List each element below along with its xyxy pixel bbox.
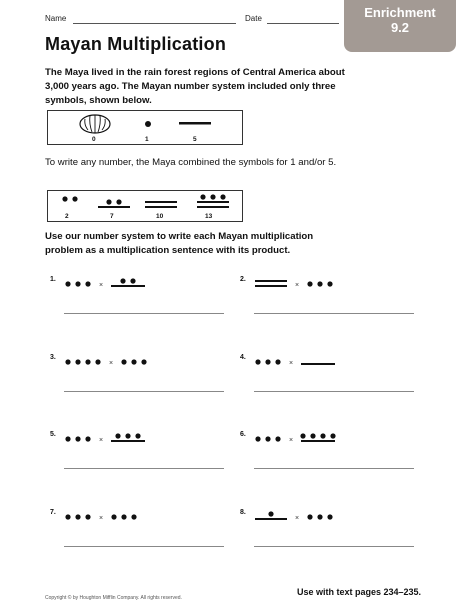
answer-line[interactable]: [254, 546, 414, 547]
problem-item: [240, 430, 415, 490]
problem-glyphs: [240, 430, 410, 450]
page-title: Mayan Multiplication: [45, 34, 227, 54]
example-numeral: [98, 199, 130, 208]
numeral-factor-b: [307, 514, 332, 519]
dot-icon: [95, 359, 100, 364]
problem-glyphs: [240, 353, 410, 373]
symbol-label-zero: 0: [92, 136, 96, 143]
problem-item: [240, 275, 415, 335]
dot-icon: [131, 359, 136, 364]
answer-line[interactable]: [64, 468, 224, 469]
dot-icon: [125, 433, 130, 438]
dot-icon: [327, 514, 332, 519]
numeral-factor-b: [300, 433, 335, 442]
problem-number: 7.: [50, 509, 56, 516]
dot-icon: [62, 196, 67, 201]
bar-icon: [111, 440, 145, 442]
numeral-factor-b: [111, 514, 136, 519]
example-numeral: [62, 196, 77, 201]
answer-line[interactable]: [64, 546, 224, 547]
dot-icon: [106, 199, 111, 204]
bar-icon: [197, 201, 229, 203]
example-numeral: [197, 194, 229, 208]
bar-icon: [98, 206, 130, 208]
dot-icon: [265, 359, 270, 364]
dot-icon: [120, 278, 125, 283]
dot-icon: [310, 433, 315, 438]
times-sign: ×: [99, 515, 104, 522]
answer-line[interactable]: [254, 468, 414, 469]
dot-icon: [75, 281, 80, 286]
numeral-factor-a: [65, 281, 90, 286]
date-label: Date: [245, 14, 262, 23]
example-numeral: [145, 201, 177, 208]
dot-icon: [115, 433, 120, 438]
problem-number: 8.: [240, 509, 246, 516]
bar-icon: [145, 201, 177, 203]
dot-icon: [130, 278, 135, 283]
numeral-factor-a: [65, 514, 90, 519]
times-sign: ×: [289, 437, 294, 444]
example-glyphs: [48, 191, 242, 221]
times-sign: ×: [99, 437, 104, 444]
numeral-factor-b: [111, 278, 145, 287]
times-sign: ×: [99, 282, 104, 289]
dot-icon: [200, 194, 205, 199]
shell-icon: [80, 115, 110, 133]
answer-line[interactable]: [254, 313, 414, 314]
dot-icon: [72, 196, 77, 201]
answer-line[interactable]: [64, 313, 224, 314]
dot-icon: [265, 436, 270, 441]
dot-icon: [85, 436, 90, 441]
times-sign: ×: [295, 282, 300, 289]
dot-icon: [210, 194, 215, 199]
enrichment-badge: [344, 0, 456, 52]
bar-icon: [301, 440, 335, 442]
dot-icon: [85, 281, 90, 286]
dot-icon: [327, 281, 332, 286]
dot-icon: [75, 436, 80, 441]
dot-icon: [111, 514, 116, 519]
dot-icon: [85, 359, 90, 364]
symbol-label-five: 5: [193, 136, 197, 143]
problem-glyphs: [50, 353, 220, 373]
dot-icon: [220, 194, 225, 199]
symbol-box: [47, 110, 243, 145]
problem-number: 3.: [50, 354, 56, 361]
bar-icon: [255, 518, 287, 520]
dot-icon: [65, 436, 70, 441]
dot-icon: [275, 436, 280, 441]
numeral-factor-a: [255, 511, 287, 520]
numeral-factor-b: [307, 281, 332, 286]
problem-number: 1.: [50, 276, 56, 283]
dot-icon: [255, 436, 260, 441]
dot-icon: [116, 199, 121, 204]
problem-glyphs: [50, 275, 220, 295]
problem-glyphs: [240, 275, 410, 295]
dot-icon: [320, 433, 325, 438]
dot-icon: [300, 433, 305, 438]
bar-icon: [255, 280, 287, 282]
name-line: [73, 23, 236, 24]
answer-line[interactable]: [254, 391, 414, 392]
numeral-factor-b: [121, 359, 146, 364]
numeral-factor-a: [255, 359, 280, 364]
bar-icon: [111, 285, 145, 287]
numeral-factor-b: [111, 433, 145, 442]
problem-item: [50, 430, 225, 490]
numeral-factor-b: [301, 363, 335, 365]
instructions-paragraph: Use our number system to write each Mayan multiplication problem as a multiplication sentence with its product.: [45, 231, 314, 256]
badge-number: 9.2: [390, 20, 410, 35]
problem-glyphs: [240, 508, 410, 528]
dot-icon: [275, 359, 280, 364]
name-label: Name: [45, 14, 67, 23]
example-label-10: 10: [156, 213, 164, 220]
dot-icon: [65, 514, 70, 519]
dot-icon: [85, 514, 90, 519]
date-line: [267, 23, 339, 24]
times-sign: ×: [109, 360, 114, 367]
dot-icon: [317, 514, 322, 519]
bar-icon: [301, 363, 335, 365]
text-pages-note: Use with text pages 234–235.: [297, 587, 422, 597]
problem-number: 2.: [240, 276, 246, 283]
dot-icon: [75, 514, 80, 519]
numeral-factor-a: [65, 359, 100, 364]
dot-icon: [121, 359, 126, 364]
dot-icon: [65, 281, 70, 286]
dot-icon: [255, 359, 260, 364]
problem-number: 5.: [50, 431, 56, 438]
dot-icon: [65, 359, 70, 364]
problem-item: [50, 353, 225, 413]
intro-paragraph: The Maya lived in the rain forest regions of Central America about 3,000 years ago. The Mayan number system included only three symbols, shown below.: [45, 67, 345, 106]
example-label-7: 7: [110, 213, 114, 220]
bar-icon: [197, 206, 229, 208]
numeral-factor-a: [255, 280, 287, 287]
dot-icon: [330, 433, 335, 438]
problem-item: [50, 508, 225, 568]
dot-icon: [317, 281, 322, 286]
numeral-factor-a: [65, 436, 90, 441]
answer-line[interactable]: [64, 391, 224, 392]
problem-item: [240, 353, 415, 413]
bar-icon: [179, 122, 211, 125]
times-sign: ×: [295, 515, 300, 522]
dot-icon: [268, 511, 273, 516]
dot-icon: [141, 359, 146, 364]
dot-icon: [135, 433, 140, 438]
problem-item: [50, 275, 225, 335]
problem-number: 4.: [240, 354, 246, 361]
dot-icon: [307, 281, 312, 286]
dot-icon: [131, 514, 136, 519]
problem-item: [240, 508, 415, 568]
example-label-13: 13: [205, 213, 213, 220]
bar-icon: [145, 206, 177, 208]
times-sign: ×: [289, 360, 294, 367]
dot-icon: [121, 514, 126, 519]
problem-glyphs: [50, 508, 220, 528]
symbol-label-one: 1: [145, 136, 149, 143]
example-label-2: 2: [65, 213, 69, 220]
bar-icon: [255, 285, 287, 287]
combine-paragraph: To write any number, the Maya combined the symbols for 1 and/or 5.: [45, 157, 337, 168]
problem-number: 6.: [240, 431, 246, 438]
badge-title: Enrichment: [364, 5, 436, 20]
numeral-factor-a: [255, 436, 280, 441]
examples-box: [47, 190, 243, 222]
problem-glyphs: [50, 430, 220, 450]
dot-icon: [75, 359, 80, 364]
dot-icon: [145, 121, 151, 127]
copyright: Copyright © by Houghton Mifflin Company. All rights reserved.: [45, 595, 182, 601]
dot-icon: [307, 514, 312, 519]
